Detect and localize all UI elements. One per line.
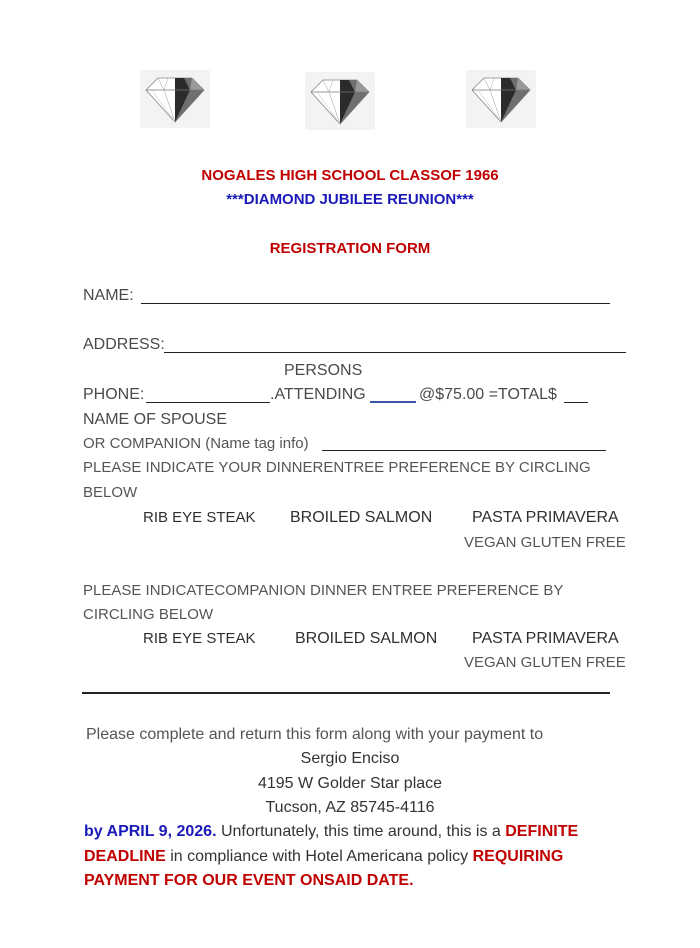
phone-field[interactable] xyxy=(146,402,270,403)
deadline-date: by APRIL 9, 2026. xyxy=(84,823,217,840)
spouse-label: NAME OF SPOUSE xyxy=(83,411,228,428)
dinner-option-steak[interactable]: RIB EYE STEAK xyxy=(143,509,256,526)
total-field[interactable] xyxy=(564,402,588,403)
class-title: NOGALES HIGH SCHOOL CLASSOF 1966 xyxy=(201,167,499,184)
diamond-icon xyxy=(466,70,536,128)
definite-text: DEFINITE xyxy=(505,823,579,840)
price-label: @$75.00 =TOTAL$ xyxy=(419,386,557,403)
payment-line: PAYMENT FOR OUR EVENT ONSAID DATE. xyxy=(84,872,414,889)
dinner-option-salmon[interactable]: BROILED SALMON xyxy=(290,509,433,526)
section-divider xyxy=(82,692,610,694)
form-title: REGISTRATION FORM xyxy=(269,240,431,257)
name-label: NAME: xyxy=(83,287,134,304)
reunion-title: ***DIAMOND JUBILEE REUNION*** xyxy=(226,191,474,208)
recipient-name: Sergio Enciso xyxy=(300,750,400,767)
diamond-icon xyxy=(466,70,536,128)
recipient-city: Tucson, AZ 85745-4116 xyxy=(265,799,435,816)
requiring-text: REQUIRING xyxy=(472,848,564,865)
name-field[interactable] xyxy=(141,303,610,304)
dinner-option-vegan[interactable]: VEGAN GLUTEN FREE xyxy=(464,534,626,551)
companion-dinner-instruction: PLEASE INDICATECOMPANION DINNER ENTREE PREFERENCE BY xyxy=(83,582,564,599)
phone-label: PHONE: xyxy=(83,386,145,403)
companion-label: OR COMPANION (Name tag info) xyxy=(83,435,309,452)
deadline-text: Unfortunately, this time around, this is a xyxy=(216,823,506,840)
diamond-icon xyxy=(140,70,210,128)
attending-field[interactable] xyxy=(370,401,416,403)
return-instruction: Please complete and return this form along with your payment to xyxy=(86,726,544,743)
deadline-line xyxy=(84,823,578,841)
companion-dinner-instruction-cont: CIRCLING BELOW xyxy=(83,606,214,623)
address-field[interactable] xyxy=(164,352,626,353)
compliance-text: in compliance with Hotel Americana policy xyxy=(165,848,473,865)
diamond-icon xyxy=(305,72,375,130)
companion-option-salmon[interactable]: BROILED SALMON xyxy=(295,630,438,647)
persons-label: PERSONS xyxy=(284,362,363,379)
dinner-instruction: PLEASE INDICATE YOUR DINNERENTREE PREFERENCE BY CIRCLING xyxy=(83,459,591,476)
address-label: ADDRESS: xyxy=(83,336,165,353)
companion-field[interactable] xyxy=(322,450,606,451)
attending-label: .ATTENDING xyxy=(270,386,366,403)
diamond-icon xyxy=(140,70,210,128)
dinner-option-pasta[interactable]: PASTA PRIMAVERA xyxy=(472,509,619,526)
deadline-line-2 xyxy=(84,848,563,866)
companion-option-pasta[interactable]: PASTA PRIMAVERA xyxy=(472,630,619,647)
dinner-instruction-cont: BELOW xyxy=(83,484,138,501)
recipient-street: 4195 W Golder Star place xyxy=(257,775,443,792)
deadline-word: DEADLINE xyxy=(84,848,166,865)
companion-option-steak[interactable]: RIB EYE STEAK xyxy=(143,630,256,647)
companion-option-vegan[interactable]: VEGAN GLUTEN FREE xyxy=(464,654,626,671)
diamond-icon xyxy=(305,72,375,130)
